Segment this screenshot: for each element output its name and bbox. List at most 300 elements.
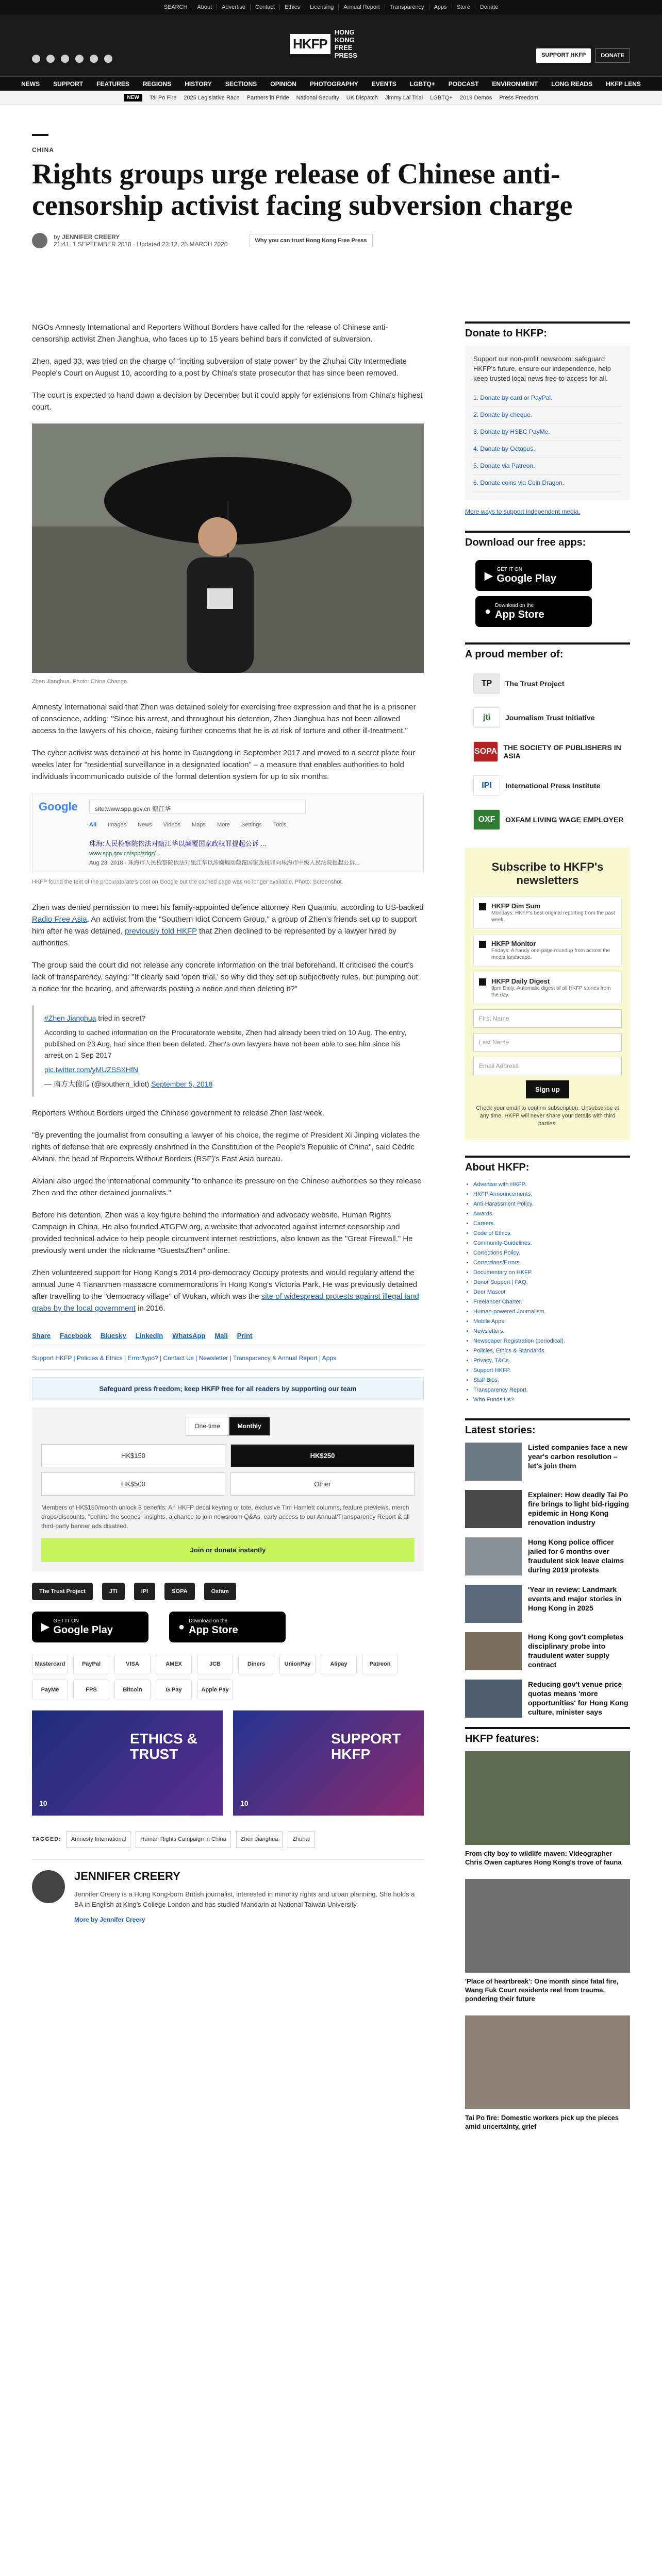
paragraph [32,902,424,949]
donate-option[interactable]: 4. Donate by Octopus. [473,440,622,457]
play-icon: ▶ [41,1621,49,1633]
utility-licensing[interactable]: Licensing [305,4,339,10]
app-store-label: App Store [495,608,544,620]
about-link[interactable]: • Staff Bios. [473,1376,630,1385]
text-run: Zhen volunteered support for Hong Kong's 2014 pro-democracy Occupy protests and would regularly attend the annual June 4 Tiananmen massacre commemorations in Hong Kong's Victoria Park. He was previously detained after travelling to the "democracy village" of Wukan, which was the [32,1268,418,1301]
support-hkfp-button[interactable]: SUPPORT HKFP [536,48,591,63]
donate-card [465,346,630,500]
trust-logos [32,1583,424,1600]
donate-option[interactable]: 1. Donate by card or PayPal. [473,389,622,406]
newsletter-name: HKFP Dim Sum [491,902,541,910]
byline-text: by JENNIFER CREERY 21:41, 1 SEPTEMBER 2018 · Updated 22:12, 25 MARCH 2020 [54,233,228,248]
app-store-text [189,1618,238,1636]
banner-title: SUPPORT HKFP [331,1731,401,1762]
newsletter-option-text [491,977,616,998]
byline [32,233,630,248]
byline-author[interactable]: JENNIFER CREERY [62,233,120,241]
partner-name: OXFAM LIVING WAGE EMPLOYER [505,816,624,824]
tweet-body: According to cached information on the Procuratorate website, Zhen had already been tried on 10 Aug. The entry, published on 23 Aug, had since then been deleted. Zhen's own lawyers have not been able to see him since his arrest on 1 Sep 2017 [44,1028,407,1059]
google-play-button[interactable] [32,1612,148,1642]
last-name-field[interactable]: Last Name [473,1033,622,1052]
about-link[interactable]: • Community Guidelines. [473,1239,630,1248]
about-link[interactable]: • Deer Mascot. [473,1287,630,1297]
feature-headline[interactable]: 'Place of heartbreak': One month since fatal fire, Wang Fuk Court residents reel from trauma, pondering their future [465,1977,619,2003]
trending-tag[interactable]: 2019 Demos [459,94,492,101]
share-mail[interactable]: Mail [214,1332,228,1340]
play-icon: ▶ [485,570,493,582]
newsletter-option[interactable] [473,896,622,929]
payment-icon: PayPal [73,1654,109,1674]
newsletter-name: HKFP Monitor [491,940,536,947]
checkbox-icon[interactable] [479,903,486,910]
google-tab: News [138,822,152,828]
donate-option[interactable]: 2. Donate by cheque. [473,406,622,423]
latest-headline[interactable]: 'Year in review: Landmark events and major stories in Hong Kong in 2025 [528,1585,622,1612]
newsletter-desc: Mondays: HKFP's best original reporting from the past week. [491,910,615,923]
google-screenshot [32,793,424,873]
trust-logo[interactable]: Oxfam [204,1583,236,1600]
threads-icon[interactable] [90,55,98,63]
latest-story[interactable] [465,1585,630,1623]
tag-chip[interactable]: Amnesty International [67,1831,130,1848]
amount-option[interactable]: HK$150 [41,1444,225,1467]
app-store-row [32,1612,424,1642]
partner-item[interactable] [473,735,630,769]
payment-icon: Diners [238,1654,274,1674]
partner-logo-icon: SOPA [473,741,498,762]
nav-history[interactable]: HISTORY [185,80,212,88]
feature-card[interactable] [465,2015,630,2131]
trust-link[interactable]: Why you can trust Hong Kong Free Press [250,234,373,247]
payment-icon: UnionPay [279,1654,316,1674]
email-field[interactable]: Email Address [473,1057,622,1075]
author-more-link[interactable]: More by Jennifer Creery [74,1916,145,1923]
sidebar-app-store[interactable] [475,596,592,627]
features-heading: HKFP features: [465,1727,630,1751]
nav-long-reads[interactable]: LONG READS [551,80,593,88]
tweet-head-text: tried in secret? [96,1014,146,1022]
paragraph: Before his detention, Zhen was a key figure behind the information and advocacy website, Human Rights Campaign in China. He also founded ATGFW.org, a website that advocated against internet censorship and provided technical advice to help people circumvent internet restrictions, also known as the "Great Firewall." He previously went under the nickname "GuestsZhen" online. [32,1211,413,1255]
utility-annual-report[interactable]: Annual Report [339,4,385,10]
latest-headline[interactable]: Listed companies face a new year's carbon resolution – let's join them [528,1443,627,1470]
paragraph: Reporters Without Borders urged the Chinese government to release Zhen last week. [32,1109,324,1117]
join-donate-button[interactable]: Join or donate instantly [41,1538,415,1562]
latest-heading: Latest stories: [465,1418,630,1443]
about-link[interactable]: • Documentary on HKFP. [473,1268,630,1278]
logo-text [335,28,372,59]
amount-option[interactable]: HK$500 [41,1472,225,1496]
trust-logo[interactable]: JTI [102,1583,125,1600]
author-box-bio: Jennifer Creery is a Hong Kong-born British journalist, interested in minority rights and urban planning. She holds a BA in English at King's College London and has studied Mandarin at National Taiwan University. [74,1890,415,1908]
google-tab: Settings [241,822,262,828]
trending-tag[interactable]: 2025 Legislative Race [184,94,240,101]
nav-podcast[interactable]: PODCAST [448,80,479,88]
partner-name: International Press Institute [505,782,601,790]
latest-headline[interactable]: Hong Kong police officer jailed for 6 months over fraudulent sick leave claims during 2019 protests [528,1538,624,1574]
tab-monthly[interactable]: Monthly [229,1417,270,1436]
about-link[interactable]: • Who Funds Us? [473,1395,630,1405]
logo-line-1: HONG KONG [334,28,355,44]
utility-store[interactable]: Store [452,4,475,10]
latest-thumbnail[interactable] [465,1443,522,1481]
payment-icon: PayMe [32,1680,68,1700]
newsletter-desc: Fridays: A handy one-page roundup from across the media landscape. [491,948,610,960]
about-link[interactable]: • Advertise with HKFP. [473,1180,630,1190]
payment-icon: Patreon [362,1654,398,1674]
about-link[interactable]: • Mobile Apps. [473,1317,630,1327]
instagram-icon[interactable] [61,55,69,63]
article-tags [32,1831,424,1848]
about-link[interactable]: • Donor Support | FAQ. [473,1278,630,1287]
about-link[interactable]: • Policies, Ethics & Standards. [473,1346,630,1356]
app-store-label: App Store [189,1624,238,1636]
app-store-small: Download on the [189,1618,228,1624]
google-play-text [53,1618,113,1636]
about-link[interactable]: • Anti-Harassment Policy. [473,1199,630,1209]
trending-tag[interactable]: Tai Po Fire [149,94,177,101]
site-logo[interactable] [290,29,372,59]
paragraph: Zhen, aged 33, was tried on the charge of "inciting subversion of state power" by the Zhuhai City Intermediate People's Court on August 10, according to a post by China's state prosecutor that has since been removed. [32,357,407,378]
nav-support[interactable]: SUPPORT [53,80,84,88]
latest-thumbnail[interactable] [465,1680,522,1718]
author-box [32,1859,424,1926]
utility-transparency[interactable]: Transparency [385,4,429,10]
trending-tag[interactable]: UK Dispatch [346,94,378,101]
partner-logo-icon: jti [473,707,500,728]
banner-number: 10 [240,1799,249,1807]
apple-icon: ● [178,1621,185,1633]
newsletter-heading: Subscribe to HKFP's newsletters [491,860,604,887]
nav-lgbtq[interactable]: LGBTQ+ [409,80,435,88]
google-tabs [89,819,287,831]
paragraph: The group said the court did not release any concrete information on the trial beforehand. It criticised the court's lack of transparency, saying: "It clearly said 'open trial,' so why did they set up subjectively rules, but pumping out a notice for the hearing, and afterwards posting a notice and then deleting it?" [32,961,418,993]
partner-name: THE SOCIETY OF PUBLISHERS IN ASIA [503,743,621,760]
amount-option[interactable]: HK$250 [230,1444,415,1467]
utility-bar [0,0,662,14]
app-store-text [495,603,544,621]
text-run: that Zhen declined to be represented by a lawyer hired by authorities. [32,927,396,947]
utility-search[interactable]: SEARCH [159,4,193,10]
utility-ethics[interactable]: Ethics [280,4,305,10]
share-linkedin[interactable]: LinkedIn [135,1332,163,1340]
trending-tags [0,91,662,105]
about-list [465,1180,630,1405]
embedded-tweet [32,1005,424,1097]
tag-chip[interactable]: Zhen Jianghua [236,1831,283,1848]
about-link[interactable]: • Corrections Policy. [473,1248,630,1258]
sidebar-google-play[interactable] [475,560,592,591]
latest-headline[interactable]: Reducing gov't venue price quotas means 'more opportunities' for Hong Kong culture, minister says [528,1680,628,1716]
trust-logo[interactable]: The Trust Project [32,1583,93,1600]
about-heading: About HKFP: [465,1156,630,1180]
app-store-button[interactable] [169,1612,286,1642]
app-store-small: Download on the [495,602,534,608]
partner-item[interactable] [473,701,630,735]
screenshot-caption: HKFP found the text of the procuratorate's post on Google but the cached page was no longer available. Photo: Screenshot. [32,879,343,885]
banner-title: ETHICS & TRUST [130,1731,197,1762]
article-body [32,321,424,1926]
tag-chip[interactable]: Zhuhai [288,1831,315,1848]
donate-intro: Support our non-profit newsroom: safeguard HKFP's future, ensure our independence, help keep trusted local news free-to-access for all. [473,355,611,382]
about-link[interactable]: • Human-powered Journalism. [473,1307,630,1317]
utility-contact[interactable]: Contact [251,4,280,10]
feature-headline[interactable]: Tai Po fire: Domestic workers pick up the pieces amid uncertainty, grief [465,2114,619,2130]
article-title: Rights groups urge release of Chinese anti-censorship activist facing subversion charge [32,158,573,222]
latest-thumbnail[interactable] [465,1585,522,1623]
google-tab: Images [108,822,127,828]
partner-logo-icon: IPI [473,775,500,796]
about-link[interactable]: • Careers. [473,1219,630,1229]
nav-sections[interactable]: SECTIONS [225,80,257,88]
nav-events[interactable]: EVENTS [371,80,396,88]
newsletter-fineprint: Check your email to confirm subscription. Unsubscribe at any time. HKFP will never share your details with third parties. [476,1105,619,1127]
checkbox-icon[interactable] [479,978,486,986]
paragraph: "By preventing the journalist from consulting a lawyer of his choice, the regime of President Xi Jinping violates the rights of defense that are expressly enshrined in the Constitution of the People's Republic of China", said Cédric Alviani, the head of Reporters Without Borders (RSF)'s East Asia bureau. [32,1131,420,1163]
about-link[interactable]: • Awards. [473,1209,630,1219]
nav-opinion[interactable]: OPINION [270,80,296,88]
utility-about[interactable]: About [192,4,217,10]
paragraph: Amnesty International said that Zhen was detained solely for exercising free expression and that he is a prisoner of conscience, adding: "Since his arrest, and throughout his detention, Zhen Jianghua has not been allowed access to the lawyers of his choice, raising further concerns that he is at risk of torture and other ill-treatment." [32,703,416,735]
youtube-icon[interactable] [75,55,84,63]
nav-photography[interactable]: PHOTOGRAPHY [309,80,358,88]
about-link[interactable]: • Code of Ethics. [473,1229,630,1239]
support-banner[interactable] [233,1710,424,1816]
google-tab: Maps [192,822,206,828]
text-run: Zhen was denied permission to meet his family-appointed defence attorney Ren Quanniu, according to US-backed [32,903,424,912]
support-links[interactable]: Support HKFP | Policies & Ethics | Error/typo? | Contact Us | Newsletter | Transparency & Annual Report | Apps [32,1347,424,1370]
about-link[interactable]: • Newspaper Registration (periodical). [473,1336,630,1346]
about-link[interactable]: • Support HKFP. [473,1366,630,1376]
feature-card[interactable] [465,1751,630,1867]
utility-donate[interactable]: Donate [479,4,499,10]
google-logo: Google [39,800,78,813]
latest-list [465,1443,630,1718]
tweet-head [44,1012,413,1024]
payment-icon: JCB [197,1654,233,1674]
trust-logo[interactable]: IPI [134,1583,155,1600]
tag-chip[interactable]: Human Rights Campaign in China [136,1831,230,1848]
apps-heading: Download our free apps: [465,531,630,555]
partner-name: Journalism Trust Initiative [505,714,595,722]
author-box-text [74,1870,424,1926]
google-play-label: Google Play [496,572,556,584]
updated-date: Updated 22:12, 25 MARCH 2020 [137,241,228,248]
latest-thumbnail[interactable] [465,1537,522,1575]
latest-headline[interactable]: Hong Kong gov't completes disciplinary probe into fraudulent water supply contract [528,1633,624,1669]
payment-icon: Bitcoin [114,1680,151,1700]
brand-bar [0,14,662,76]
partner-item[interactable] [473,667,630,701]
payment-methods [32,1654,424,1700]
utility-apps[interactable]: Apps [429,4,452,10]
partners-heading: A proud member of: [465,642,630,667]
trending-tag[interactable]: National Security [296,94,339,101]
donate-option[interactable]: 6. Donate coins via Coin Dragon. [473,474,622,492]
latest-story[interactable] [465,1490,630,1528]
banner-number: 10 [39,1799,47,1807]
nav-environment[interactable]: ENVIRONMENT [492,80,538,88]
text-run: in 2016. [135,1304,166,1313]
trending-tag[interactable]: Jimmy Lai Trial [385,94,423,101]
about-link[interactable]: • Privacy, T&Cs. [473,1356,630,1366]
feature-headline[interactable]: From city boy to wildlife maven: Videographer Chris Owen captures Hong Kong's trove of fauna [465,1850,622,1866]
text-run: . An activist from the "Southern Idiot Concern Group," a group of Zhen's friends set up to support him after he was detained, [32,915,417,936]
section-rule [32,134,48,136]
newsletter-option-text [491,940,616,961]
nav-hkfp-lens[interactable]: HKFP LENS [606,80,641,88]
author-box-name[interactable]: JENNIFER CREERY [74,1870,180,1883]
nav-news[interactable]: NEWS [21,80,40,88]
social-links [32,55,112,63]
payment-icon: Alipay [321,1654,357,1674]
donate-more-link[interactable]: More ways to support independent media. [465,508,581,515]
latest-story[interactable] [465,1443,630,1481]
trust-logo[interactable]: SOPA [164,1583,194,1600]
x-icon[interactable] [46,55,55,63]
google-result-url: www.spp.gov.cn/spp/zdgz/... [89,851,160,857]
donate-note: Members of HK$150/month unlock 8 benefits: An HKFP decal keyring or tote, exclusive Tim Hamlett columns, feature previews, merch drops/discounts, "behind the scenes" insights, a chance to join newsroom Q&As, early access to our Annual/Transparency Report & all third-party banner ads disabled. [41,1504,410,1530]
checkbox-icon[interactable] [479,941,486,948]
latest-thumbnail[interactable] [465,1632,522,1670]
feature-thumbnail[interactable] [465,1879,630,1973]
donate-button[interactable]: DONATE [595,48,630,63]
partner-logo-icon: TP [473,673,500,694]
about-link[interactable]: • Newsletters. [473,1327,630,1336]
paragraph: Alviani also urged the international community "to enhance its pressure on the Chinese authorities so they release Zhen and the other detained journalists." [32,1177,422,1197]
google-result-desc: Aug 23, 2018 - 珠海市人民检察院依法对甄江华以涉嫌煽动颠覆国家政权罪向珠海市中级人民法院提起公诉... [89,860,360,866]
tweet-author: — 南方大傻瓜 (@southern_idiot) [44,1080,150,1088]
partner-name: The Trust Project [505,680,565,688]
share-bar [32,1325,424,1347]
paragraph: NGOs Amnesty International and Reporters Without Borders have called for the release of Chinese anti-censorship activist Zhen Jianghua, who faces up to 15 years behind bars if convicted of subversion. [32,323,388,344]
article-header [32,134,630,248]
trending-tag[interactable]: Partners in Pride [246,94,289,101]
newsletter-options [473,896,622,1004]
latest-story[interactable] [465,1537,630,1575]
donate-option[interactable]: 3. Donate by HSBC PayMe. [473,423,622,440]
photo-caption: Zhen Jianghua. Photo: China Change. [32,679,129,685]
latest-story[interactable] [465,1632,630,1670]
facebook-icon[interactable] [32,55,40,63]
tweet-signature [44,1078,413,1090]
trending-tag[interactable]: Press Freedom [499,94,538,101]
nav-regions[interactable]: REGIONS [142,80,172,88]
bluesky-icon[interactable] [104,55,112,63]
section-label[interactable]: CHINA [32,146,54,154]
first-name-field[interactable]: First Name [473,1009,622,1028]
newsletter-card [465,848,630,1140]
partner-list [465,667,630,837]
about-link[interactable]: • Freelancer Charter. [473,1297,630,1307]
tweet-pic-line [44,1064,413,1075]
sidebar [465,321,630,2143]
brand-ctas [536,48,630,63]
google-play-label: Google Play [53,1624,113,1636]
payment-icon: Apple Pay [197,1680,233,1700]
utility-advertise[interactable]: Advertise [217,4,251,10]
logo-mark: HKFP [290,34,330,54]
publish-date: 21:41, 1 SEPTEMBER 2018 [54,241,131,248]
signup-button[interactable]: Sign up [526,1080,569,1098]
author-avatar [32,233,47,248]
partner-item[interactable] [473,769,630,803]
google-play-small: GET IT ON [496,566,523,572]
newsletter-option[interactable] [473,934,622,967]
google-tab: All [89,822,97,828]
new-badge: NEW [124,94,142,101]
about-link[interactable]: • HKFP Announcements. [473,1190,630,1199]
donate-option[interactable]: 5. Donate via Patreon. [473,457,622,474]
newsletter-option-text [491,902,616,923]
share-whatsapp[interactable]: WhatsApp [172,1332,206,1340]
trending-tag[interactable]: LGBTQ+ [430,94,453,101]
logo-line-2: FREE PRESS [334,44,357,59]
apple-icon: ● [485,605,491,617]
tweet-hashtag[interactable]: #Zhen Jianghua [44,1014,96,1022]
tab-one-time[interactable]: One-time [186,1417,228,1436]
feature-card[interactable] [465,1879,630,2003]
rfa-link[interactable]: Radio Free Asia [32,915,87,924]
main-nav [0,76,662,91]
author-box-avatar[interactable] [32,1870,65,1903]
hkfp-link[interactable]: previously told HKFP [125,927,197,936]
latest-thumbnail[interactable] [465,1490,522,1528]
ethics-banner[interactable] [32,1710,223,1816]
wukan-link[interactable]: site of widespread protests against illegal land grabs by the local government [32,1292,419,1313]
promo-banners [32,1710,424,1816]
partner-item[interactable] [473,803,630,837]
about-link[interactable]: • Transparency Report. [473,1385,630,1395]
about-link[interactable]: • Corrections/Errors. [473,1258,630,1268]
payment-icon: Mastercard [32,1654,68,1674]
nav-features[interactable]: FEATURES [96,80,129,88]
google-tab: Videos [163,822,181,828]
paragraph: The court is expected to hand down a decision by December but it could apply for extensions from China's highest court. [32,391,423,412]
paragraph: The cyber activist was detained at his home in Guangdong in September 2017 and moved to a secret place four weeks later for "residential surveillance in a designated location" – a measure that enables authorities to hold individuals incommunicado outside of the formal detention system for up to six months. [32,749,415,781]
donate-amounts [41,1444,415,1496]
payment-icon: G Pay [156,1680,192,1700]
latest-story[interactable] [465,1680,630,1718]
safeguard-banner[interactable]: Safeguard press freedom; keep HKFP free for all readers by supporting our team [32,1377,424,1400]
newsletter-desc: 9pm Daily: Automatic digest of all HKFP stories from the day. [491,986,611,998]
feature-thumbnail[interactable] [465,2015,630,2109]
donate-tabs [41,1417,415,1436]
features-list [465,1751,630,2131]
newsletter-option[interactable] [473,972,622,1004]
share-facebook[interactable]: Facebook [60,1332,91,1340]
partner-logo-icon: OXF [473,809,500,830]
donate-widget [32,1408,424,1571]
article-photo [32,423,424,673]
share-print[interactable]: Print [237,1332,253,1340]
tweet-date[interactable]: September 5, 2018 [151,1080,213,1088]
google-play-text [496,567,556,585]
google-tab: More [217,822,230,828]
latest-headline[interactable]: Explainer: How deadly Tai Po fire brings to light bid-rigging epidemic in Hong Kong renovation industry [528,1490,629,1527]
newsletter-name: HKFP Daily Digest [491,977,550,985]
photo-illustration [32,423,424,673]
google-search-box: site:www.spp.gov.cn 甄江华 [89,800,306,814]
amount-option[interactable]: Other [230,1472,415,1496]
google-tab: Tools [273,822,287,828]
paragraph [32,1267,424,1314]
payment-icon: VISA [114,1654,151,1674]
feature-thumbnail[interactable] [465,1751,630,1845]
tweet-pic-link[interactable]: pic.twitter.com/yMUZSSXHfN [44,1065,139,1074]
share-button[interactable]: Share [32,1332,51,1340]
payment-icon: FPS [73,1680,109,1700]
share-bluesky[interactable]: Bluesky [100,1332,126,1340]
